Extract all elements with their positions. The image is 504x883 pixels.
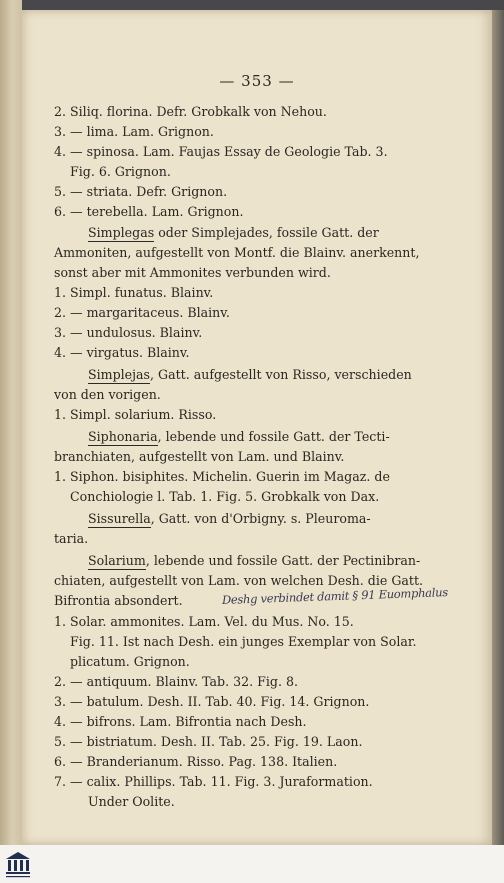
text-line-28: plicatum. Grignon. [70,654,190,669]
underlined-genus: Simplegas [88,225,155,240]
text-line-18: branchiaten, aufgestellt von Lam. und Blainv. [54,449,345,464]
text-line-13: 4. — virgatus. Blainv. [54,345,190,360]
text-line-23: Solarium, lebende und fossile Gatt. der Pectinibran- [88,553,421,568]
text-line-4: Fig. 6. Grignon. [70,164,171,179]
text-line-9: sonst aber mit Ammonites verbunden wird. [54,265,331,280]
handwritten-note: Deshg verbindet damit § 91 Euomphalus [221,585,449,607]
underlined-genus: Siphonaria [88,429,158,444]
text-line-25: Bifrontia absondert. [54,593,183,608]
text-line-15: von den vorigen. [54,387,161,402]
text-line-2: 3. — lima. Lam. Grignon. [54,124,214,139]
text-line-21: Sissurella, Gatt. von d'Orbigny. s. Pleuroma- [88,511,371,526]
underlined-genus: Solarium [88,553,146,568]
text-line-10: 1. Simpl. funatus. Blainv. [54,285,214,300]
text-line-6: 6. — terebella. Lam. Grignon. [54,204,244,219]
book-spine-edge [0,0,22,883]
library-logo-icon [3,850,33,880]
text-line-22: taria. [54,531,89,546]
text-line-1: 2. Siliq. florina. Defr. Grobkalk von Nehou. [54,104,327,119]
text-line-11: 2. — margaritaceus. Blainv. [54,305,230,320]
page-number: — 353 — [219,72,295,90]
text-line-3: 4. — spinosa. Lam. Faujas Essay de Geologie Tab. 3. [54,144,388,159]
text-line-30: 3. — batulum. Desh. II. Tab. 40. Fig. 14. Grignon. [54,694,370,709]
text-line-26: 1. Solar. ammonites. Lam. Vel. du Mus. No. 15. [54,614,354,629]
text-line-32: 5. — bistriatum. Desh. II. Tab. 25. Fig. 19. Laon. [54,734,363,749]
underlined-genus: Sissurella [88,511,151,526]
text-line-7: Simplegas oder Simplejades, fossile Gatt. der [88,225,379,240]
text-line-14: Simplejas, Gatt. aufgestellt von Risso, verschieden [88,367,412,382]
text-line-24: chiaten, aufgestellt von Lam. von welchen Desh. die Gatt. [54,573,424,588]
book-right-edge [492,10,504,845]
text-line-5: 5. — striata. Defr. Grignon. [54,184,228,199]
text-line-16: 1. Simpl. solarium. Risso. [54,407,217,422]
text-line-8: Ammoniten, aufgestellt von Montf. die Blainv. anerkennt, [54,245,420,260]
text-line-35: Under Oolite. [88,794,175,809]
footer-bar [0,845,504,883]
text-line-27: Fig. 11. Ist nach Desh. ein junges Exemplar von Solar. [70,634,417,649]
underlined-genus: Simplejas [88,367,151,382]
text-line-29: 2. — antiquum. Blainv. Tab. 32. Fig. 8. [54,674,298,689]
text-line-31: 4. — bifrons. Lam. Bifrontia nach Desh. [54,714,307,729]
text-line-19: 1. Siphon. bisiphites. Michelin. Guerin im Magaz. de [54,469,390,484]
text-line-34: 7. — calix. Phillips. Tab. 11. Fig. 3. Juraformation. [54,774,373,789]
text-line-12: 3. — undulosus. Blainv. [54,325,203,340]
text-line-33: 6. — Branderianum. Risso. Pag. 138. Italien. [54,754,338,769]
book-page [22,10,492,845]
text-line-20: Conchiologie l. Tab. 1. Fig. 5. Grobkalk von Dax. [70,489,380,504]
text-line-17: Siphonaria, lebende und fossile Gatt. der Tecti- [88,429,390,444]
